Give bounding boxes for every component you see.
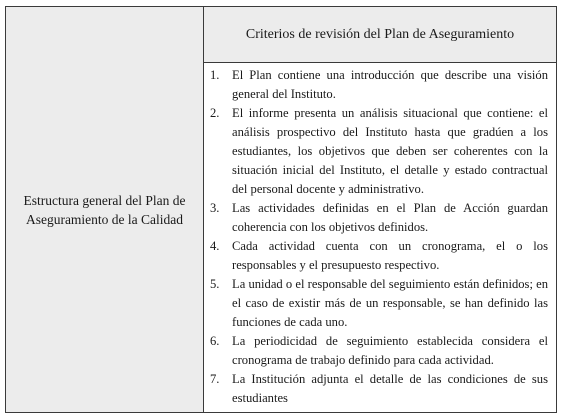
item-text: La periodicidad de seguimiento establecida considera el cronograma de trabajo definido para cada actividad. xyxy=(232,334,548,367)
column-header-label: Criterios de revisión del Plan de Aseguramiento xyxy=(245,26,515,42)
item-text: Las actividades definidas en el Plan de Acción guardan coherencia con los objetivos definidos. xyxy=(232,201,548,234)
list-item xyxy=(208,66,548,104)
list-item xyxy=(208,275,548,332)
item-text: Cada actividad cuenta con un cronograma, el o los responsables y el presupuesto respectivo. xyxy=(232,239,548,272)
column-header-cell xyxy=(204,7,556,63)
item-number: 5. xyxy=(210,277,220,291)
list-item xyxy=(208,199,548,237)
item-text: El informe presenta un análisis situacional que contiene: el análisis prospectivo del Instituto hasta que gradúen a los estudiantes, los objetivos que deben ser coherentes con la situación inicial del Instituto, el detalle y estado contractual del personal docente y administrativo. xyxy=(232,106,548,196)
list-item xyxy=(208,332,548,370)
criteria-cell xyxy=(204,63,556,412)
item-number: 6. xyxy=(210,334,220,348)
item-number: 1. xyxy=(210,68,220,82)
criteria-table xyxy=(5,6,557,413)
item-text: La Institución adjunta el detalle de las condiciones de sus estudiantes xyxy=(232,372,548,405)
item-number: 2. xyxy=(210,106,220,120)
list-item xyxy=(208,237,548,275)
row-header-cell xyxy=(6,7,204,412)
row-header-label: Estructura general del Plan de Aseguramiento de la Calidad xyxy=(23,192,186,227)
list-item xyxy=(208,104,548,199)
item-number: 7. xyxy=(210,372,220,386)
item-text: La unidad o el responsable del seguimiento están definidos; en el caso de existir más de un responsable, se han definido las funciones de cada uno. xyxy=(232,277,548,329)
item-number: 3. xyxy=(210,201,220,215)
list-item xyxy=(208,370,548,408)
criteria-list xyxy=(208,66,548,408)
item-number: 4. xyxy=(210,239,220,253)
item-text: El Plan contiene una introducción que describe una visión general del Instituto. xyxy=(232,68,548,101)
